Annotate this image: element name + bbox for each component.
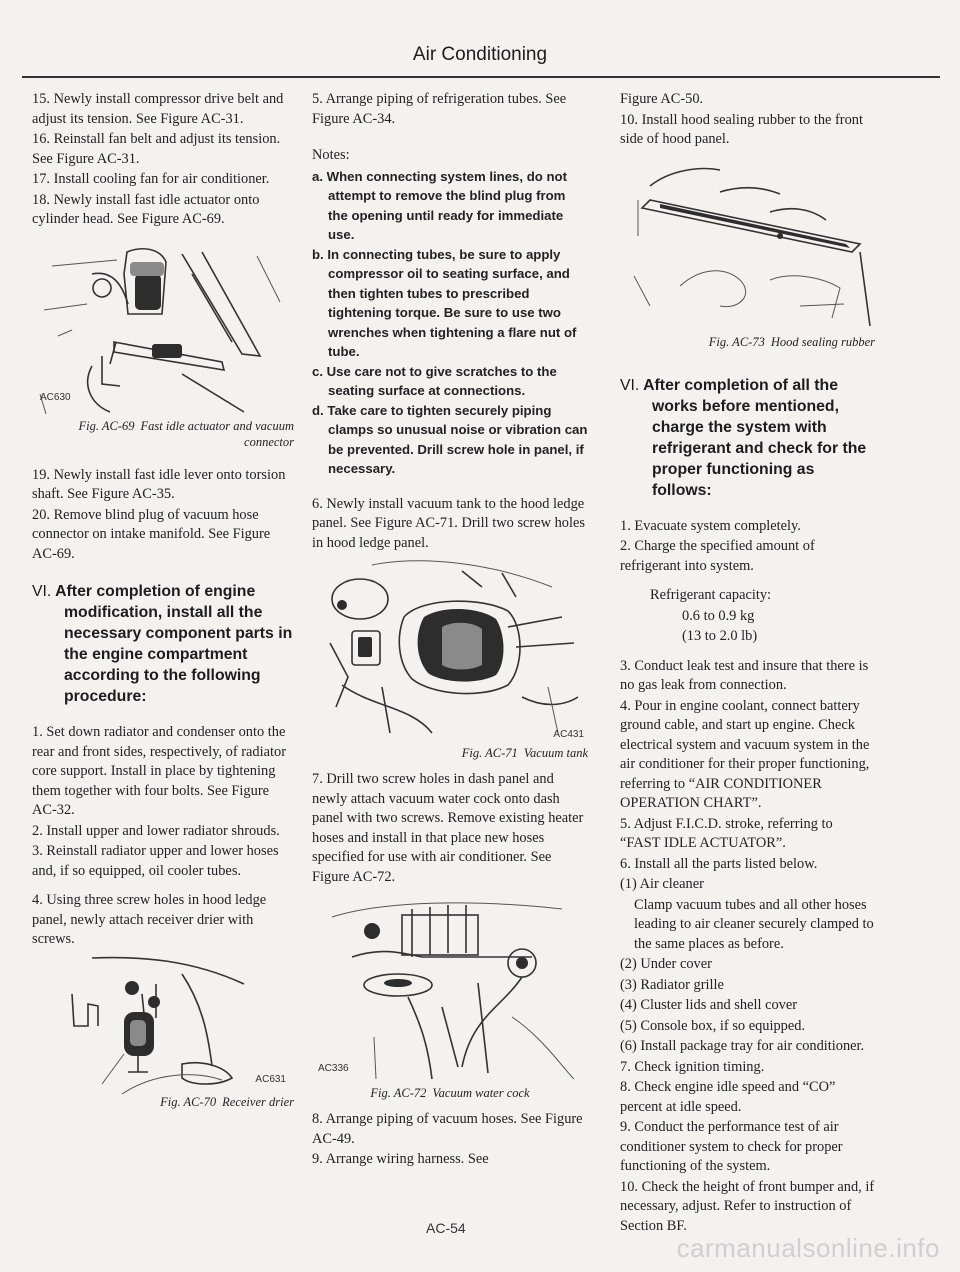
step-17: 17. Install cooling fan for air conditioner. bbox=[32, 171, 270, 187]
note-a: a. When connecting system lines, do not attempt to remove the blind plug from the opening until ready for immediate use. bbox=[312, 168, 567, 242]
section-heading bbox=[620, 375, 875, 501]
step-7: 7. Check ignition timing. bbox=[620, 1058, 765, 1075]
step-18: 18. Newly install fast idle actuator onto cylinder head. See Figure AC-69. bbox=[32, 191, 260, 227]
note-b: b. In connecting tubes, be sure to apply compressor oil to seating surface, and then tighten tubes to prescribed tightening torque. Be sure to use two wrenches when tightening a flare nut of tube. bbox=[312, 246, 577, 359]
figure-caption-text: Fast idle actuator and vacuum connector bbox=[140, 418, 294, 449]
step-4: 4. Pour in engine coolant, connect battery ground cable, and start up engine. Check electrical system and vacuum system in the air conditioner for their proper functioning, referring to “AIR CONDITIONER OPERATION CHART”. bbox=[620, 697, 870, 811]
section-title: After completion of all the works before mentioned, charge the system with refrigerant and check for the proper functioning as follows: bbox=[643, 376, 867, 499]
figure-code: AC630 bbox=[40, 391, 71, 403]
figure-ac-69 bbox=[32, 244, 294, 416]
header-rule bbox=[22, 76, 940, 78]
section-number: VI. bbox=[620, 376, 640, 394]
step-10: 10. Check the height of front bumper and, if necessary, adjust. Refer to instruction of Section BF. bbox=[620, 1178, 875, 1234]
step-9: 9. Arrange wiring harness. See bbox=[312, 1151, 489, 1167]
step-2: 2. Install upper and lower radiator shrouds. bbox=[32, 822, 280, 839]
page-number: AC-54 bbox=[426, 1220, 466, 1236]
figure-caption bbox=[312, 745, 588, 761]
refrigerant-capacity-lb: (13 to 2.0 lb) bbox=[682, 628, 758, 644]
fast-idle-actuator-illustration bbox=[32, 244, 294, 416]
step-7: 7. Drill two screw holes in dash panel and newly attach vacuum water cock onto dash panel with two screws. Remove existing heater hoses and install in that place new hoses specified for use with air conditioner. See Figure AC-72. bbox=[312, 771, 584, 885]
step-8: 8. Arrange piping of vacuum hoses. See Figure AC-49. bbox=[312, 1111, 583, 1147]
figure-ac-71 bbox=[312, 557, 588, 743]
vacuum-tank-illustration bbox=[312, 557, 588, 743]
step-5: 5. Arrange piping of refrigeration tubes. See Figure AC-34. bbox=[312, 91, 567, 127]
figure-label: Fig. AC-73 bbox=[708, 334, 765, 349]
figure-code: AC336 bbox=[318, 1063, 349, 1074]
figure-ac-72 bbox=[312, 897, 588, 1083]
step-3: 3. Conduct leak test and insure that there is no gas leak from connection. bbox=[620, 657, 869, 693]
step-6: 6. Newly install vacuum tank to the hood ledge panel. See Figure AC-71. Drill two screw holes in hood ledge panel. bbox=[312, 495, 585, 551]
step-10: 10. Install hood sealing rubber to the front side of hood panel. bbox=[620, 111, 863, 147]
step-16: 16. Reinstall fan belt and adjust its tension. See Figure AC-31. bbox=[32, 131, 281, 167]
figure-caption-text: Vacuum tank bbox=[523, 746, 588, 760]
refrigerant-capacity-kg: 0.6 to 0.9 kg bbox=[682, 607, 755, 624]
step-5: 5. Adjust F.I.C.D. stroke, referring to “FAST IDLE ACTUATOR”. bbox=[620, 815, 833, 851]
watermark: carmanualsonline.info bbox=[676, 1233, 940, 1263]
figure-label: Fig. AC-72 bbox=[370, 1086, 427, 1100]
step-15: 15. Newly install compressor drive belt and adjust its tension. See Figure AC-31. bbox=[32, 91, 284, 127]
section-heading bbox=[32, 581, 294, 707]
list-item-2: (2) Under cover bbox=[620, 956, 712, 972]
note-c: c. Use care not to give scratches to the seating surface at connections. bbox=[312, 363, 557, 398]
figure-ac-73 bbox=[620, 156, 875, 332]
step-20: 20. Remove blind plug of vacuum hose connector on intake manifold. See Figure AC-69. bbox=[32, 506, 271, 562]
list-item-1: (1) Air cleaner bbox=[620, 876, 704, 892]
note-d: d. Take care to tighten securely piping clamps so unusual noise or vibration can be prevented. Drill screw hole in panel, if necessary. bbox=[312, 402, 588, 476]
section-title: After completion of engine modification, install all the necessary component parts in the engine compartment according to the following procedure: bbox=[55, 583, 293, 705]
figure-caption bbox=[32, 418, 294, 450]
column-right bbox=[620, 90, 875, 1237]
figure-label: Fig. AC-70 bbox=[160, 1094, 217, 1109]
figure-caption bbox=[620, 334, 875, 350]
column-left bbox=[32, 90, 294, 1110]
page-header-title: Air Conditioning bbox=[412, 44, 548, 65]
hood-sealing-rubber-illustration bbox=[620, 156, 875, 332]
figure-code: AC431 bbox=[553, 729, 584, 740]
list-item-3: (3) Radiator grille bbox=[620, 976, 724, 993]
list-item-5: (5) Console box, if so equipped. bbox=[620, 1017, 806, 1034]
column-middle bbox=[312, 90, 588, 1171]
notes-heading: Notes: bbox=[312, 147, 350, 163]
refrigerant-capacity-label: Refrigerant capacity: bbox=[650, 587, 772, 603]
step-19: 19. Newly install fast idle lever onto torsion shaft. See Figure AC-35. bbox=[32, 466, 286, 502]
step-1: 1. Set down radiator and condenser onto the rear and front sides, respectively, of radiator core support. Install in place by tightening them together with four bolts. See Figure AC-32. bbox=[32, 724, 286, 818]
step-2: 2. Charge the specified amount of refrigerant into system. bbox=[620, 538, 815, 574]
figure-caption bbox=[312, 1085, 588, 1101]
step-9-continued: Figure AC-50. bbox=[620, 91, 704, 107]
step-4: 4. Using three screw holes in hood ledge panel, newly attach receiver drier with screws. bbox=[32, 892, 267, 947]
step-3: 3. Reinstall radiator upper and lower hoses and, if so equipped, oil cooler tubes. bbox=[32, 843, 279, 879]
figure-ac-70 bbox=[32, 954, 294, 1100]
figure-label: Fig. AC-71 bbox=[461, 746, 518, 760]
step-6: 6. Install all the parts listed below. bbox=[620, 855, 818, 872]
figure-caption-text: Receiver drier bbox=[222, 1094, 294, 1109]
figure-code: AC631 bbox=[255, 1073, 286, 1085]
step-8: 8. Check engine idle speed and “CO” percent at idle speed. bbox=[620, 1079, 836, 1115]
list-item-6: (6) Install package tray for air conditioner. bbox=[620, 1038, 865, 1054]
figure-caption-text: Vacuum water cock bbox=[432, 1086, 530, 1100]
step-1: 1. Evacuate system completely. bbox=[620, 517, 801, 534]
step-9: 9. Conduct the performance test of air conditioner system to check for proper functioning of the system. bbox=[620, 1119, 843, 1174]
figure-label: Fig. AC-69 bbox=[78, 418, 135, 433]
section-number: VI. bbox=[32, 583, 52, 600]
list-item-4: (4) Cluster lids and shell cover bbox=[620, 997, 798, 1013]
figure-caption-text: Hood sealing rubber bbox=[770, 334, 875, 349]
list-item-1-detail: Clamp vacuum tubes and all other hoses leading to air cleaner securely clamped to the same places as before. bbox=[634, 896, 874, 952]
vacuum-water-cock-illustration bbox=[312, 897, 588, 1083]
